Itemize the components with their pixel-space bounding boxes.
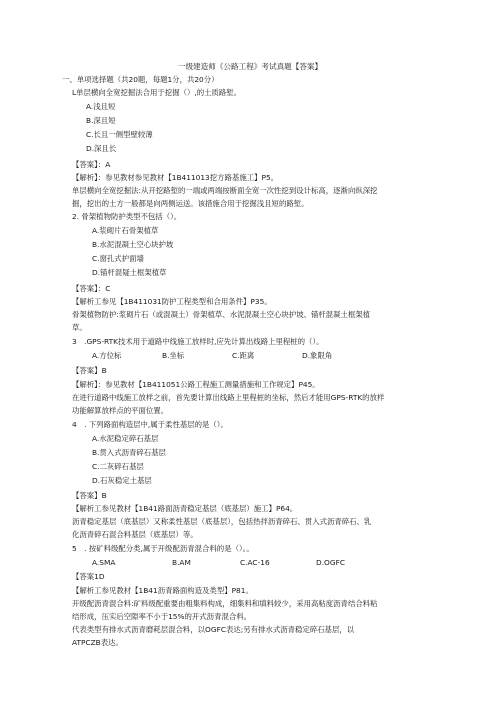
question-5-option-c: C.AC-16 <box>240 558 270 567</box>
question-5-answer: 【答案1D <box>72 572 105 581</box>
question-3-analysis-head: 【解析】：参见教材【1B411051公路工程施工测量措施和工作规定】P45。 <box>72 380 320 389</box>
question-1-analysis-line: 单层横向全宽挖掘法:从开挖路堑的一端或两端按断面全宽一次性挖到设计标高，逐渐向纵深挖 <box>72 186 378 195</box>
question-5-analysis-line: 开级配沥青混合料:矿料级配重要由粗集料构成，细集料和填料较少，采用高粘度沥青结合料粘 <box>72 599 378 608</box>
question-5-option-a: A.SMA <box>92 558 116 567</box>
question-5-analysis-line: 结形成，压实后空隙率不小于15%的开式沥青混合料。 <box>72 612 252 621</box>
question-5-option-d: D.OGFC <box>316 558 345 567</box>
question-4-analysis-line: 化沥青碎石混合料基层（底基层）等。 <box>72 530 198 539</box>
question-1-analysis-head: 【解析】：参见教材参见教材【1B411013挖方路基施工】P5。 <box>72 173 279 182</box>
question-1-answer: 【答案】：A <box>72 160 111 169</box>
question-2-stem: 2. 骨架植物防护类型不包括（）。 <box>72 212 182 221</box>
question-2-option-a: A.浆砌片石骨架植草 <box>92 226 159 235</box>
page-title: 一级建造师《公路工程》考试真题【答案】 <box>177 62 323 71</box>
question-5-option-b: B.AM <box>172 558 191 567</box>
question-4-option-b: B.贯入式沥青碎石基层 <box>92 448 166 457</box>
question-5-analysis-head: 【解析工参见教材【1B41沥青路面构造及类型】P81。 <box>72 586 253 595</box>
question-3-analysis-line: 在进行道路中线施工放样之前，首先要计算出线路上里程桩的坐标，然后才能用GPS-RTK的放样 <box>72 393 385 402</box>
question-2-option-c: C.窗孔式护面墙 <box>92 254 144 263</box>
question-4-stem: 4 . 下列路面构造层中,属于柔性基层的是（）。 <box>72 420 228 429</box>
question-4-option-d: D.石灰稳定土基层 <box>92 476 152 485</box>
question-5-analysis-line: ATPCZB表达。 <box>72 638 123 647</box>
question-3-option-c: C.距离 <box>232 351 255 360</box>
question-1-option-a: A.浅且短 <box>86 102 116 111</box>
question-2-option-d: D.锚杆混疑土框架植草 <box>92 268 167 277</box>
question-3-option-a: A.方位标 <box>92 351 122 360</box>
question-4-option-a: A.水泥稳定碎石基层 <box>92 434 159 443</box>
question-4-option-c: C.二灰碎石基层 <box>92 462 144 471</box>
question-2-analysis-line: 骨架植物防护:浆砌片石（或混凝土）骨架植草、水泥混凝土空心块护坡、锚杆混凝土框架植 <box>72 310 371 319</box>
question-5-stem: 5 . 按矿料级配分类,属于开级配沥青混合料的是（）。。 <box>72 544 254 553</box>
question-1-option-b: B.深且短 <box>86 116 116 125</box>
question-3-analysis-line: 功能解算放样点的平面位置。 <box>72 406 169 415</box>
question-2-analysis-head: 【解析工参见【1B411031防护工程类型和合用条件】P35。 <box>72 297 272 306</box>
question-3-option-b: B.坐标 <box>162 351 185 360</box>
question-1-analysis-line: 掘，挖出的土方一般都是向两侧运送。该措施合用于挖掘浅且短的路堑。 <box>72 199 309 208</box>
question-4-answer: 【答案】B <box>72 491 107 500</box>
question-5-analysis-line: 代表类型有排水式沥青磨耗层混合料，以OGFC表达;另有排水式沥青稳定碎石基层，以 <box>72 625 355 634</box>
question-3-option-d: D.象限角 <box>302 351 333 360</box>
question-3-answer: 【答案】B <box>72 366 107 375</box>
question-1-option-c: C.长且一侧型壁较薄 <box>86 130 153 139</box>
question-3-stem: 3 .GPS-RTK技术用于道路中线施工放样时,应先计算出线路上里程桩的（）。 <box>72 337 324 346</box>
question-2-option-b: B.水泥混凝土空心块护坡 <box>92 240 174 249</box>
question-1-option-d: D.深且长 <box>86 144 117 153</box>
question-2-analysis-line: 草。 <box>72 323 87 332</box>
question-4-analysis-line: 沥青稳定基层（底基层）又称柔性基层（底基层），包括热拌沥青碎石、贯入式沥青碎石、乳 <box>72 517 372 526</box>
question-1-stem: L单层横向全宽挖掘法合用于挖掘（）,的土质路堑。 <box>72 88 242 97</box>
section-heading: 一、单项选择题（共20题，每题1分，共20分） <box>62 75 219 84</box>
question-2-answer: 【答案】：C <box>72 284 111 293</box>
question-4-analysis-head: 【解析工参见教材【1B41路面沥青稳定基层（底基层）施工】P64。 <box>72 504 298 513</box>
